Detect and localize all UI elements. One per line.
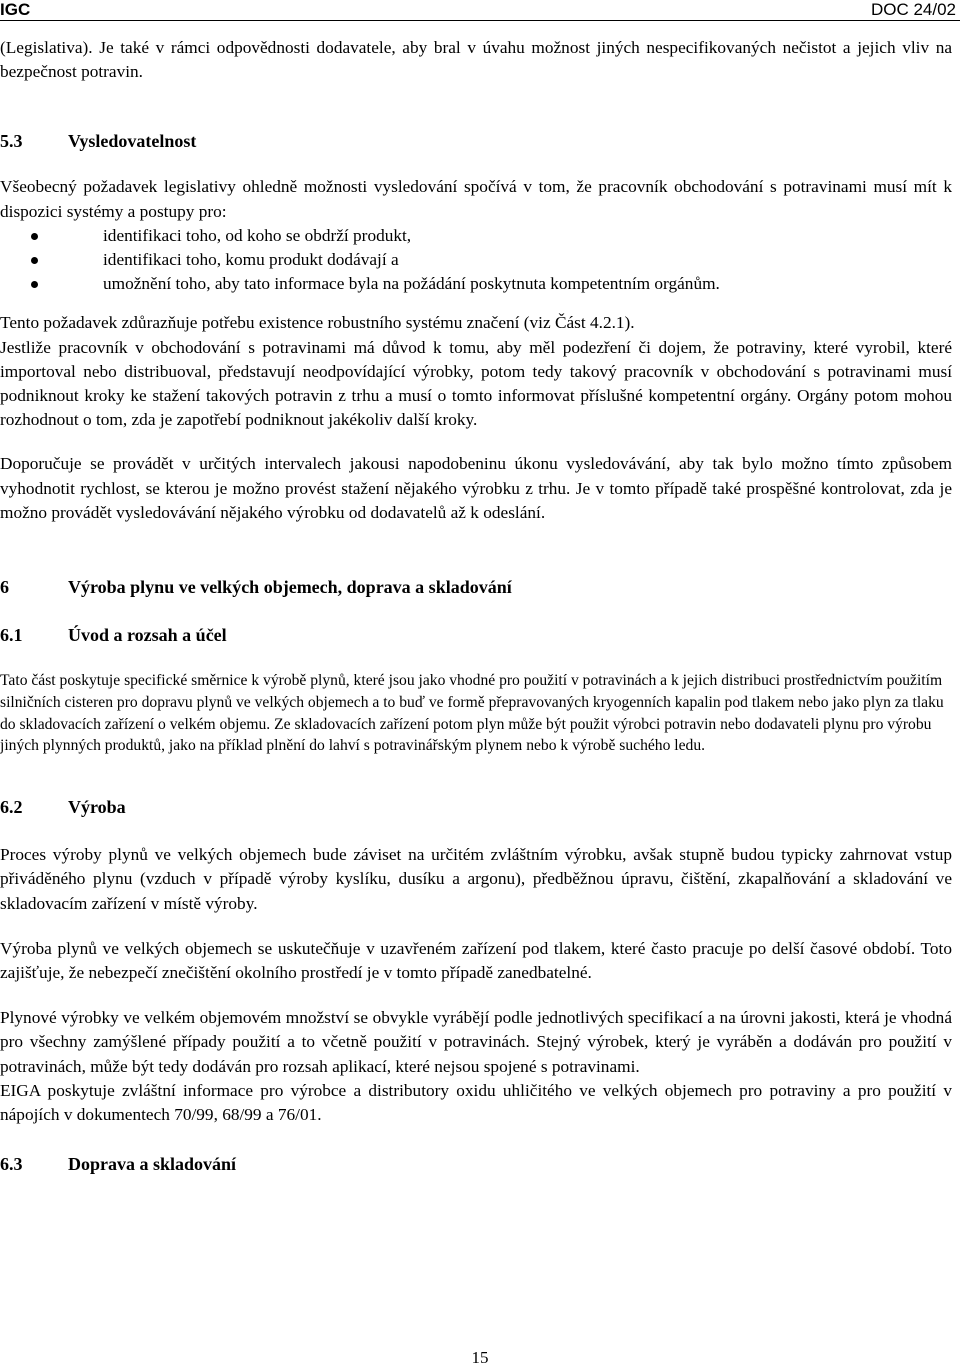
section-title: Vysledovatelnost bbox=[68, 131, 197, 152]
paragraph: Plynové výrobky ve velkém objemovém množství se obvykle vyrábějí podle jednotlivých specifikací a na úrovni jakosti, která je vhodná pro všechny zamýšlené případy použití a to včetně použití v potravinách. Stejný výrobek, který je vyráběn a dodáván pro použití v potravinách, může být tedy dodáván pro rozsah aplikací, které nejsou spojené s potravinami. bbox=[0, 1008, 952, 1076]
section-title: Úvod a rozsah a účel bbox=[68, 625, 227, 646]
section-5-3-heading bbox=[0, 129, 952, 153]
header-rule bbox=[0, 20, 960, 21]
paragraph: Výroba plynů ve velkých objemech se uskutečňuje v uzavřeném zařízení pod tlakem, které často pracuje po delší časové období. Toto zajišťuje, že nebezpečí znečištění okolního prostředí je v tomto případě zanedbatelné. bbox=[0, 938, 952, 983]
paragraph: Všeobecný požadavek legislativy ohledně možnosti vysledování spočívá v tom, že pracovník obchodování s potravinami musí mít k dispozici systémy a postupy pro: bbox=[0, 177, 952, 221]
list-item: umožnění toho, aby tato informace byla na požádání poskytnuta kompetentním orgánům. bbox=[0, 272, 952, 296]
header-org: IGC bbox=[0, 0, 31, 19]
section-number: 6.1 bbox=[0, 625, 23, 646]
section-6-heading bbox=[0, 575, 952, 599]
list-item: identifikaci toho, od koho se obdrží produkt, bbox=[0, 224, 952, 248]
section-title: Výroba bbox=[68, 797, 126, 818]
document-body bbox=[0, 36, 952, 1176]
paragraph: Tato část poskytuje specifické směrnice k výrobě plynů, které jsou jako vhodné pro použití v potravinách a k jejich distribuci prostřednictvím použitím silničních cisteren pro dopravu plynů ve velkých objemech a to buď ve formě přepravovaných kryogenních kapalin pod tlakem nebo jako plyn za tlaku do skladovacích zařízení o velkém objemu. Ze skladovacích zařízení potom plyn může být použit výrobci potravin nebo dodavateli plynu pro výrobu jiných plynných produktů, jako na příklad plnění do lahví s potravinářským plynem nebo k výrobě suchého ledu. bbox=[0, 672, 944, 755]
bullet-icon bbox=[31, 257, 38, 264]
paragraph: Proces výroby plynů ve velkých objemech bude záviset na určitém zvláštním výrobku, avšak stupně budou typicky zahrnovat vstup přiváděného plynu (vzduch v případě výroby kyslíku, dusíku a argonu), předběžnou úpravu, čištění, zkapalňování a skladování ve skladovacím zařízení v místě výroby. bbox=[0, 845, 952, 913]
paragraph: Tento požadavek zdůrazňuje potřebu existence robustního systému značení (viz Část 4.2.1). bbox=[0, 313, 635, 333]
bullet-list bbox=[0, 224, 952, 297]
list-item: identifikaci toho, komu produkt dodávají a bbox=[0, 248, 952, 272]
section-title: Výroba plynu ve velkých objemech, doprava a skladování bbox=[68, 577, 512, 598]
section-number: 6 bbox=[0, 577, 9, 598]
page-header bbox=[0, 0, 960, 21]
section-6-2-heading bbox=[0, 795, 952, 819]
section-number: 6.3 bbox=[0, 1154, 23, 1175]
header-doc-id: DOC 24/02 bbox=[870, 0, 956, 19]
paragraph: EIGA poskytuje zvláštní informace pro výrobce a distributory oxidu uhličitého ve velkých objemech pro potraviny a pro použití v nápojích v dokumentech 70/99, 68/99 a 76/01. bbox=[0, 1080, 952, 1125]
bullet-icon bbox=[31, 281, 38, 288]
page-number: 15 bbox=[471, 1348, 489, 1367]
bullet-icon bbox=[31, 233, 38, 240]
section-title: Doprava a skladování bbox=[68, 1154, 237, 1175]
intro-paragraph: (Legislativa). Je také v rámci odpovědnosti dodavatele, aby bral v úvahu možnost jiných nespecifikovaných nečistot a jejich vliv na bezpečnost potravin. bbox=[0, 38, 952, 82]
paragraph: Jestliže pracovník v obchodování s potravinami má důvod k tomu, aby měl podezření či dojem, že potraviny, které vyrobil, které importoval nebo distribuoval, představují neodpovídající výrobky, potom tedy takový pracovník v obchodování s potravinami musí podniknout kroky ke stažení takových potravin z trhu a musí o tomto informovat příslušné kompetentní orgány. Orgány potom mohou rozhodnout o tom, zda je zapotřebí podniknout jakékoliv další kroky. bbox=[0, 337, 952, 430]
section-number: 5.3 bbox=[0, 131, 23, 152]
section-6-3-heading bbox=[0, 1152, 952, 1176]
section-number: 6.2 bbox=[0, 797, 23, 818]
section-6-1-heading bbox=[0, 623, 952, 647]
paragraph: Doporučuje se provádět v určitých intervalech jakousi napodobeninu úkonu vysledovávání, aby tak bylo možno tímto způsobem vyhodnotit rychlost, se kterou je možno provést stažení nějakého výrobku z trhu. Je v tomto případě také prospěšné kontrolovat, zda je možno provádět vysledovávání nějakého výrobku od dodavatelů až k odeslání. bbox=[0, 454, 952, 522]
